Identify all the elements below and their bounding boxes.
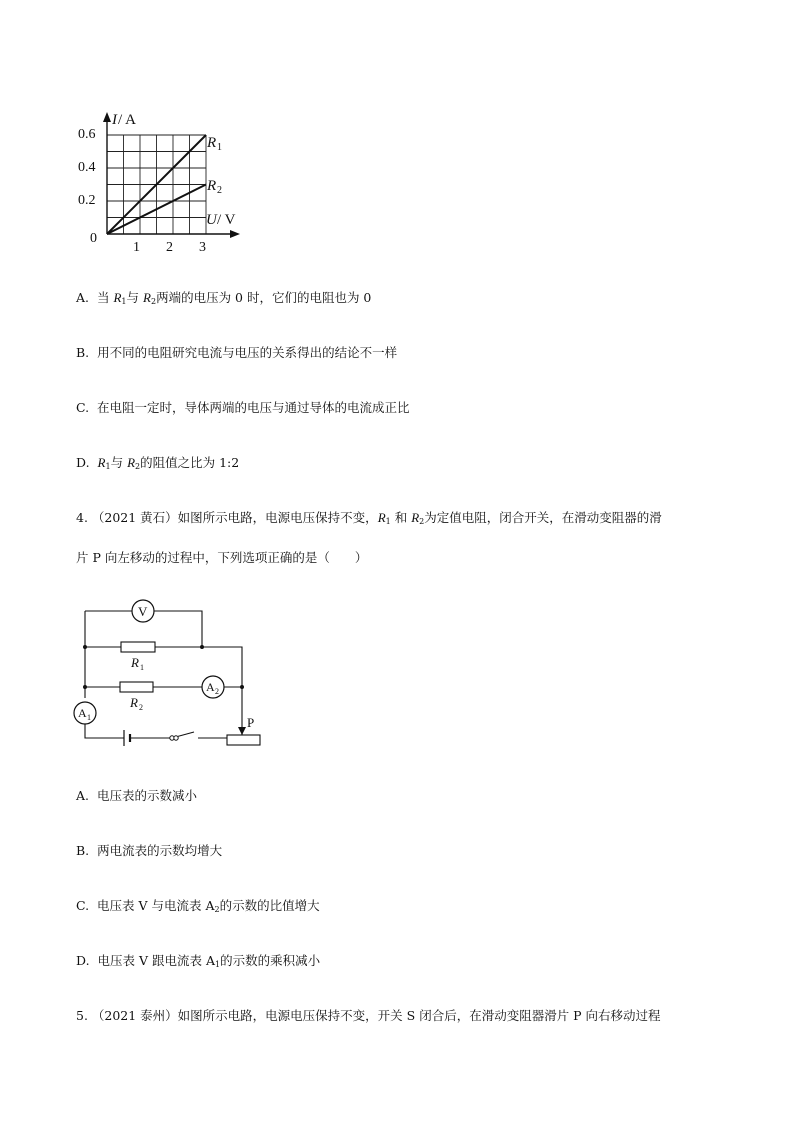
q4-stem-line1: 4. （2021 黄石）如图所示电路，电源电压保持不变，$R_1$ 和 $R_2$为定值电阻，闭合开关，在滑动变阻器的滑 [76, 510, 662, 526]
q4-option-c: C. 电压表 V 与电流表 $A_2$的示数的比值增大 [76, 898, 320, 914]
x-axis-arrow [230, 230, 240, 238]
slider-arrow-head [238, 727, 246, 735]
q4-option-d: D. 电压表 V 跟电流表 $A_1$的示数的乘积减小 [76, 953, 321, 969]
x-tick-label: 3 [199, 240, 206, 255]
y-axis-arrow [103, 112, 111, 122]
junction-dot [200, 645, 204, 649]
r1-label: R [131, 655, 139, 670]
r2-label: R [130, 695, 138, 710]
voltmeter-label: V [138, 604, 148, 619]
switch-contact [174, 736, 178, 740]
slider-label: P [247, 715, 255, 730]
junction-dot [83, 645, 87, 649]
y-tick-label: 0.4 [78, 160, 96, 175]
circuit-diagram [66, 596, 266, 756]
y-axis-unit: / A [118, 112, 136, 128]
q4-stem-line2: 片 P 向左移动的过程中，下列选项正确的是（ ） [76, 550, 368, 565]
wire [85, 724, 227, 738]
q3-option-c: C. 在电阻一定时，导体两端的电压与通过导体的电流成正比 [76, 400, 410, 415]
y-axis-var: I [112, 112, 117, 128]
r1-resistor [121, 642, 155, 652]
y-tick-label: 0.2 [78, 193, 96, 208]
iu-graph [60, 100, 260, 260]
r1-line-label: R [207, 135, 217, 151]
ammeter-a2-sub: 2 [215, 687, 219, 696]
q4-option-a: A. 电压表的示数减小 [76, 788, 197, 803]
rheostat [227, 735, 260, 745]
x-tick-label: 1 [133, 240, 140, 255]
junction-dot [83, 685, 87, 689]
ammeter-a1-label: A [78, 706, 87, 720]
r2-resistor [120, 682, 153, 692]
x-axis-var: U [206, 212, 217, 228]
r2-label-sub: 2 [139, 703, 143, 712]
r1-label-sub: 1 [140, 663, 144, 672]
x-tick-label: 2 [166, 240, 173, 255]
q5-stem-line1: 5. （2021 泰州）如图所示电路，电源电压保持不变，开关 S 闭合后，在滑动变阻器滑片 P 向右移动过程 [76, 1008, 661, 1023]
r2-line-label-sub: 2 [217, 185, 222, 196]
y-tick-label: 0.6 [78, 127, 96, 142]
junction-dot [240, 685, 244, 689]
origin-label: 0 [90, 231, 97, 246]
r2-line-label: R [207, 178, 217, 194]
q3-option-b: B. 用不同的电阻研究电流与电压的关系得出的结论不一样 [76, 345, 398, 360]
x-axis-unit: / V [217, 212, 236, 228]
ammeter-a1-sub: 1 [87, 713, 91, 722]
q3-option-d: D. $R_1$与 $R_2$的阻值之比为 1:2 [76, 455, 240, 471]
ammeter-a2-label: A [206, 680, 215, 694]
r1-line-label-sub: 1 [217, 142, 222, 153]
q4-option-b: B. 两电流表的示数均增大 [76, 843, 223, 858]
q3-option-a: A. 当 $R_1$与 $R_2$两端的电压为 0 时，它们的电阻也为 0 [76, 290, 372, 306]
